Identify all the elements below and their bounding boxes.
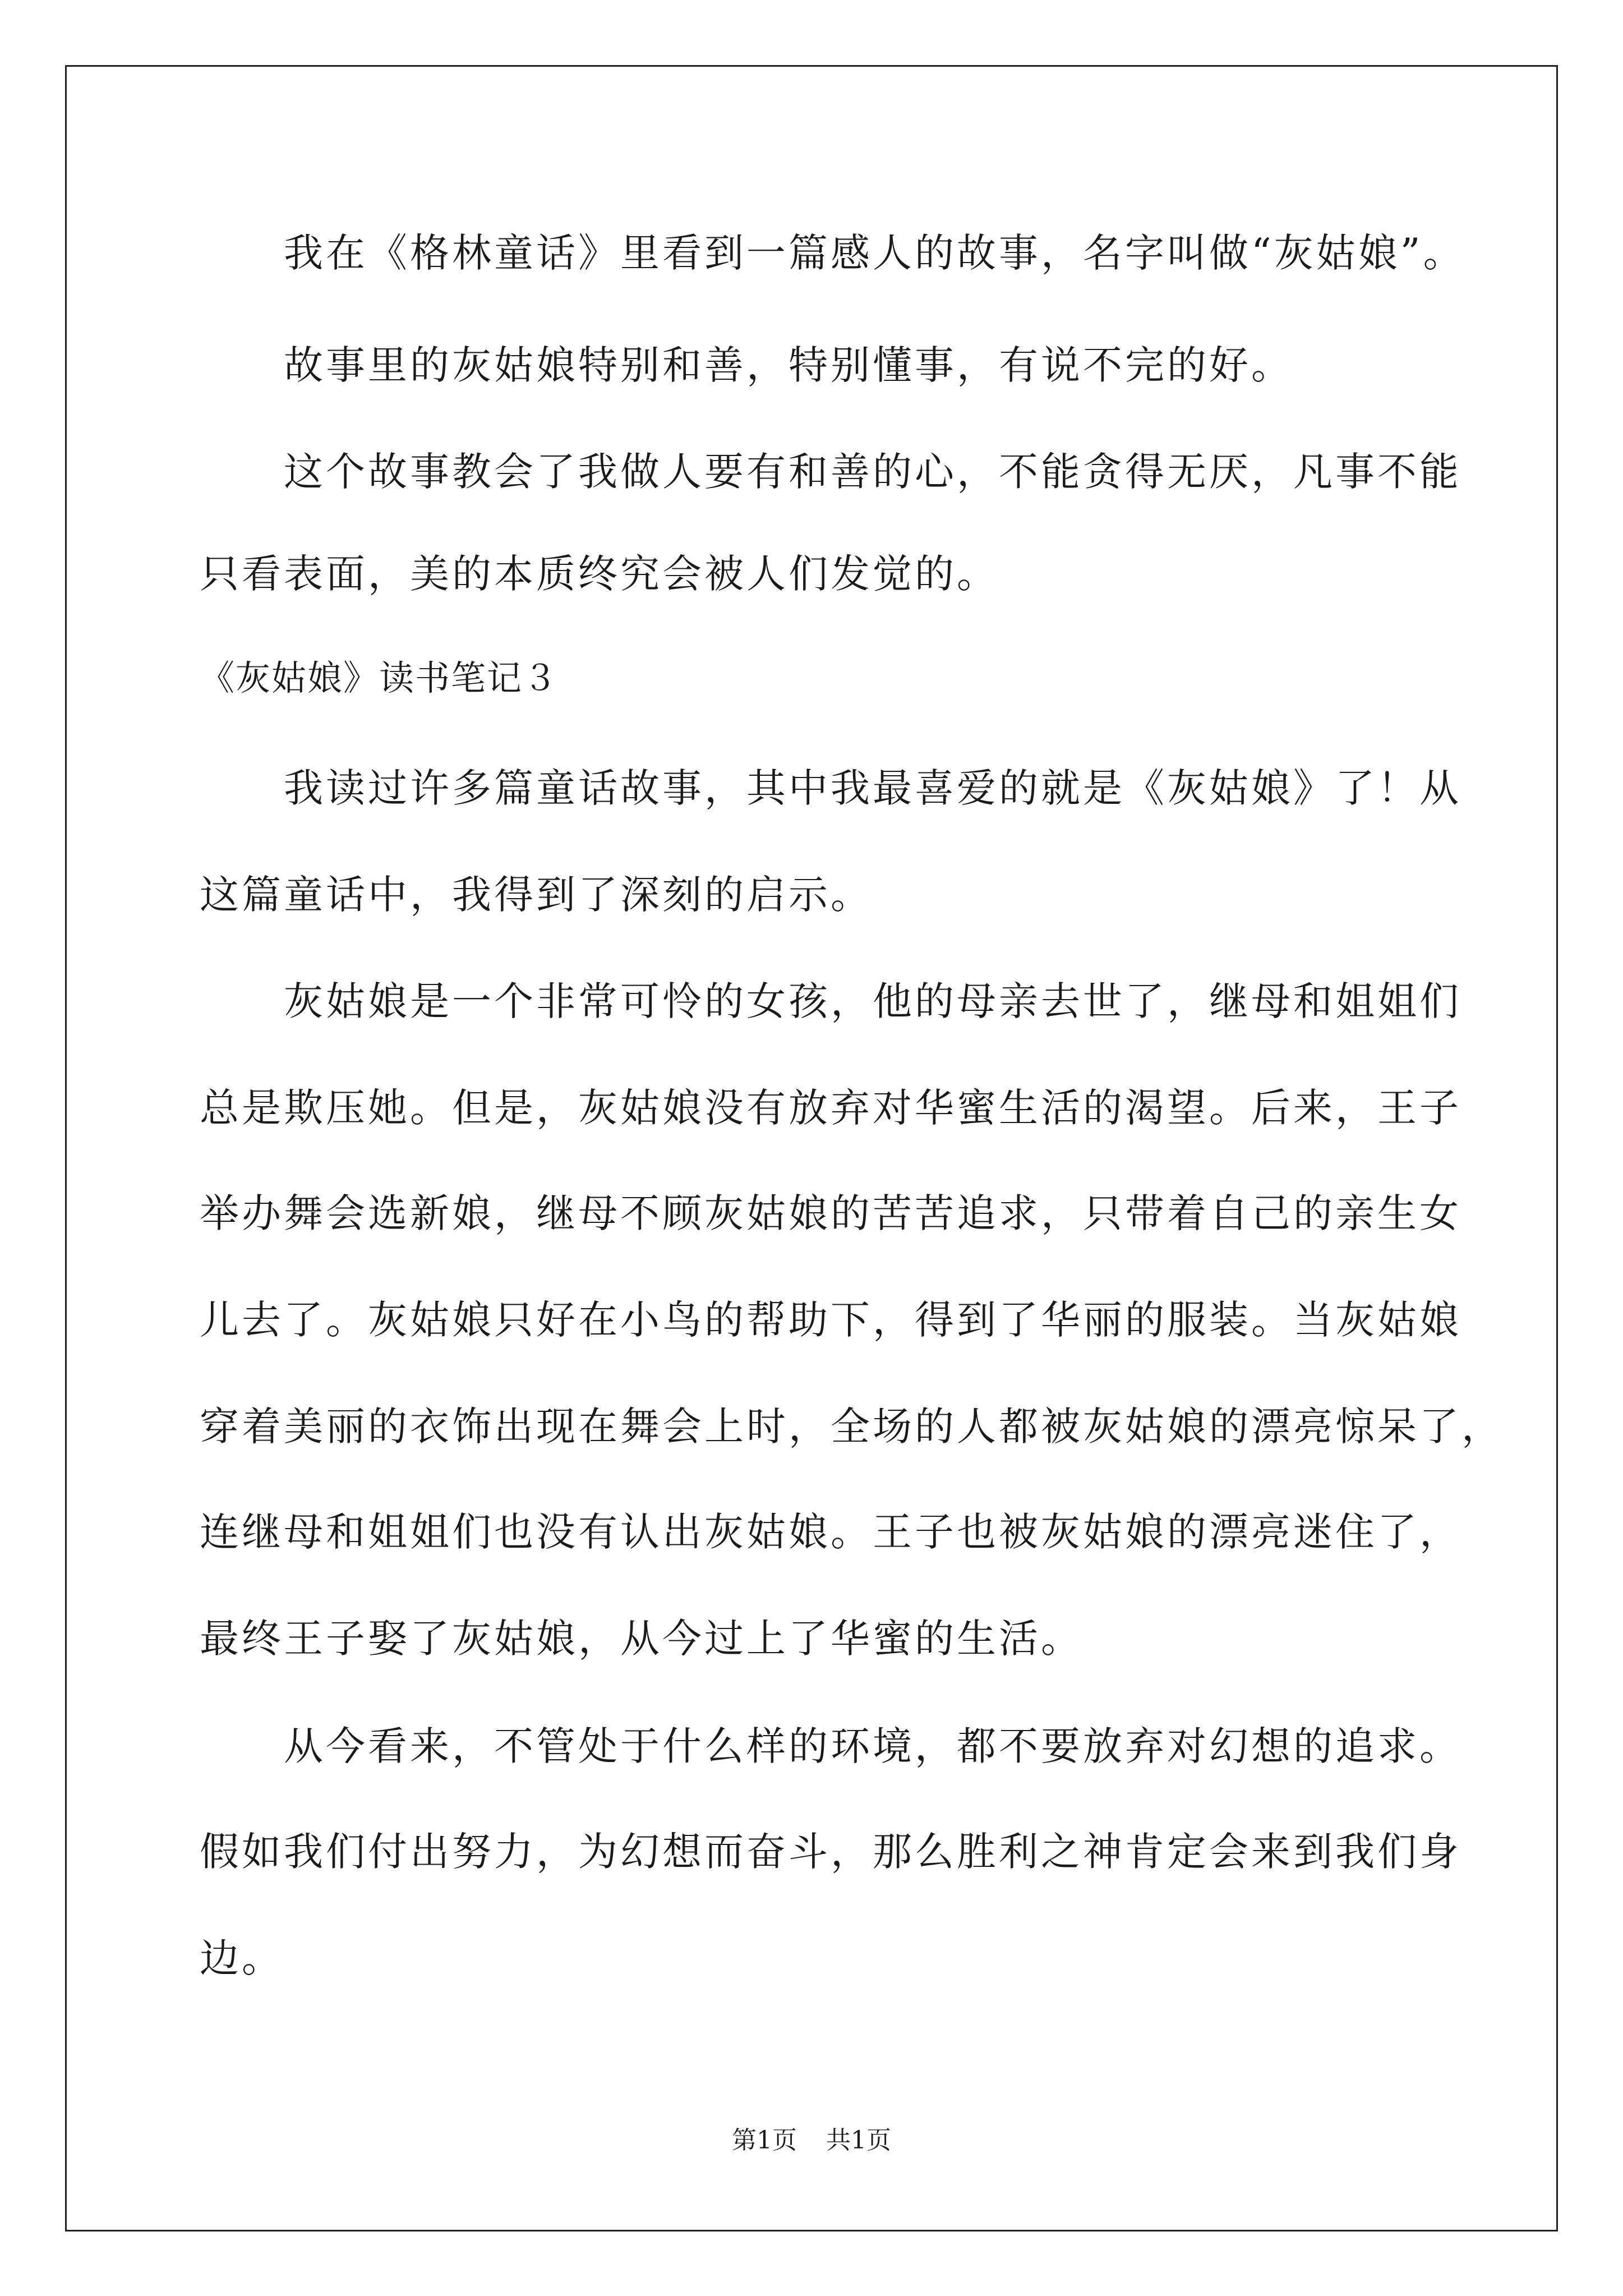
paragraph-6-line-3: 边。	[200, 1935, 284, 1981]
section-heading: 《灰姑娘》读书笔记３	[200, 657, 559, 698]
paragraph-5-line-2: 总是欺压她。但是，灰姑娘没有放弃对华蜜生活的渴望。后来，王子	[200, 1085, 1461, 1131]
paragraph-2-line-1: 故事里的灰姑娘特别和善，特别懂事，有说不完的好。	[284, 342, 1293, 388]
page-number: 第1页	[732, 2126, 797, 2155]
paragraph-5-line-5: 穿着美丽的衣饰出现在舞会上时，全场的人都被灰姑娘的漂亮惊呆了，	[200, 1404, 1504, 1450]
paragraph-5-line-3: 举办舞会选新娘，继母不顾灰姑娘的苦苦追求，只带着自己的亲生女	[200, 1190, 1461, 1236]
page-footer	[0, 2128, 1623, 2153]
paragraph-6-line-2: 假如我们付出努力，为幻想而奋斗，那么胜利之神肯定会来到我们身	[200, 1829, 1461, 1875]
paragraph-5-line-7: 最终王子娶了灰姑娘，从今过上了华蜜的生活。	[200, 1616, 1083, 1662]
paragraph-1-line-1: 我在《格林童话》里看到一篇感人的故事，名字叫做“灰姑娘”。	[284, 230, 1465, 276]
total-pages: 共1页	[826, 2126, 891, 2155]
paragraph-5-line-6: 连继母和姐姐们也没有认出灰姑娘。王子也被灰姑娘的漂亮迷住了，	[200, 1509, 1461, 1555]
page-border	[65, 65, 1558, 2231]
paragraph-3-line-2: 只看表面，美的本质终究会被人们发觉的。	[200, 551, 999, 597]
paragraph-4-line-1: 我读过许多篇童话故事，其中我最喜爱的就是《灰姑娘》了！从	[284, 765, 1461, 811]
paragraph-6-line-1: 从今看来，不管处于什么样的环境，都不要放弃对幻想的追求。	[284, 1723, 1461, 1769]
paragraph-4-line-2: 这篇童话中，我得到了深刻的启示。	[200, 872, 873, 918]
paragraph-5-line-1: 灰姑娘是一个非常可怜的女孩，他的母亲去世了，继母和姐姐们	[284, 978, 1461, 1024]
paragraph-5-line-4: 儿去了。灰姑娘只好在小鸟的帮助下，得到了华丽的服装。当灰姑娘	[200, 1297, 1461, 1343]
paragraph-3-line-1: 这个故事教会了我做人要有和善的心，不能贪得无厌，凡事不能	[284, 449, 1461, 495]
